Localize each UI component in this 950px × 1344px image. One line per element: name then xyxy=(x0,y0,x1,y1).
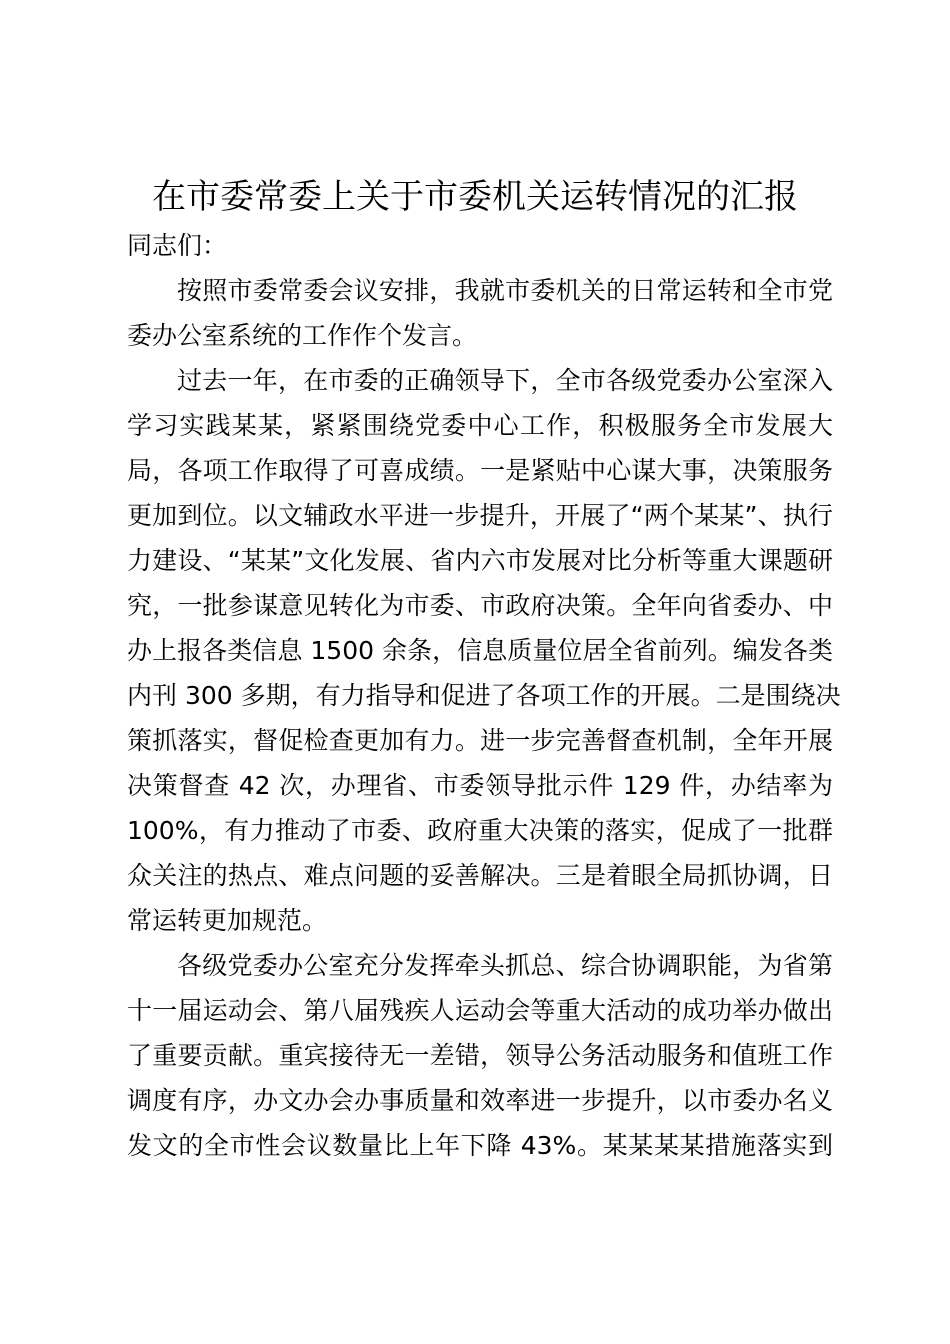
document-body xyxy=(127,224,841,1168)
paragraph-line: 调度有序，办文办会办事质量和效率进一步提升，以市委办名义 xyxy=(127,1086,833,1115)
paragraph-line: 决策督查 42 次，办理省、市委领导批示件 129 件，办结率为 xyxy=(127,771,833,800)
paragraph-line: 发文的全市性会议数量比上年下降 43%。某某某某措施落实到 xyxy=(127,1131,833,1160)
document-title: 在市委常委上关于市委机关运转情况的汇报 xyxy=(152,177,798,217)
paragraph-line: 更加到位。以文辅政水平进一步提升，开展了“两个某某”、执行 xyxy=(127,501,833,530)
paragraph-line: 内刊 300 多期，有力指导和促进了各项工作的开展。二是围绕决 xyxy=(127,681,841,710)
paragraph-line: 十一届运动会、第八届残疾人运动会等重大活动的成功举办做出 xyxy=(127,996,833,1025)
paragraph-1 xyxy=(127,268,833,358)
paragraph-line: 办上报各类信息 1500 余条，信息质量位居全省前列。编发各类 xyxy=(127,636,833,665)
paragraph-3 xyxy=(127,943,833,1168)
paragraph-line: 按照市委常委会议安排，我就市委机关的日常运转和全市党 xyxy=(177,276,833,305)
paragraph-line: 常运转更加规范。 xyxy=(127,906,328,935)
paragraph-line: 力建设、“某某”文化发展、省内六市发展对比分析等重大课题研 xyxy=(127,546,833,575)
salutation: 同志们： xyxy=(127,231,228,260)
paragraph-line: 100%，有力推动了市委、政府重大决策的落实，促成了一批群 xyxy=(127,816,833,845)
paragraph-line: 了重要贡献。重宾接待无一差错，领导公务活动服务和值班工作 xyxy=(127,1041,833,1070)
paragraph-line: 委办公室系统的工作作个发言。 xyxy=(127,321,478,350)
paragraph-line: 过去一年，在市委的正确领导下，全市各级党委办公室深入 xyxy=(177,366,833,395)
paragraph-line: 策抓落实，督促检查更加有力。进一步完善督查机制，全年开展 xyxy=(127,726,833,755)
paragraph-line: 局，各项工作取得了可喜成绩。一是紧贴中心谋大事，决策服务 xyxy=(127,456,833,485)
paragraph-line: 学习实践某某，紧紧围绕党委中心工作，积极服务全市发展大 xyxy=(127,411,833,440)
paragraph-line: 各级党委办公室充分发挥牵头抓总、综合协调职能，为省第 xyxy=(177,951,833,980)
paragraph-line: 究，一批参谋意见转化为市委、市政府决策。全年向省委办、中 xyxy=(127,591,833,620)
paragraph-line: 众关注的热点、难点问题的妥善解决。三是着眼全局抓协调，日 xyxy=(127,861,833,890)
paragraph-2 xyxy=(127,358,841,943)
